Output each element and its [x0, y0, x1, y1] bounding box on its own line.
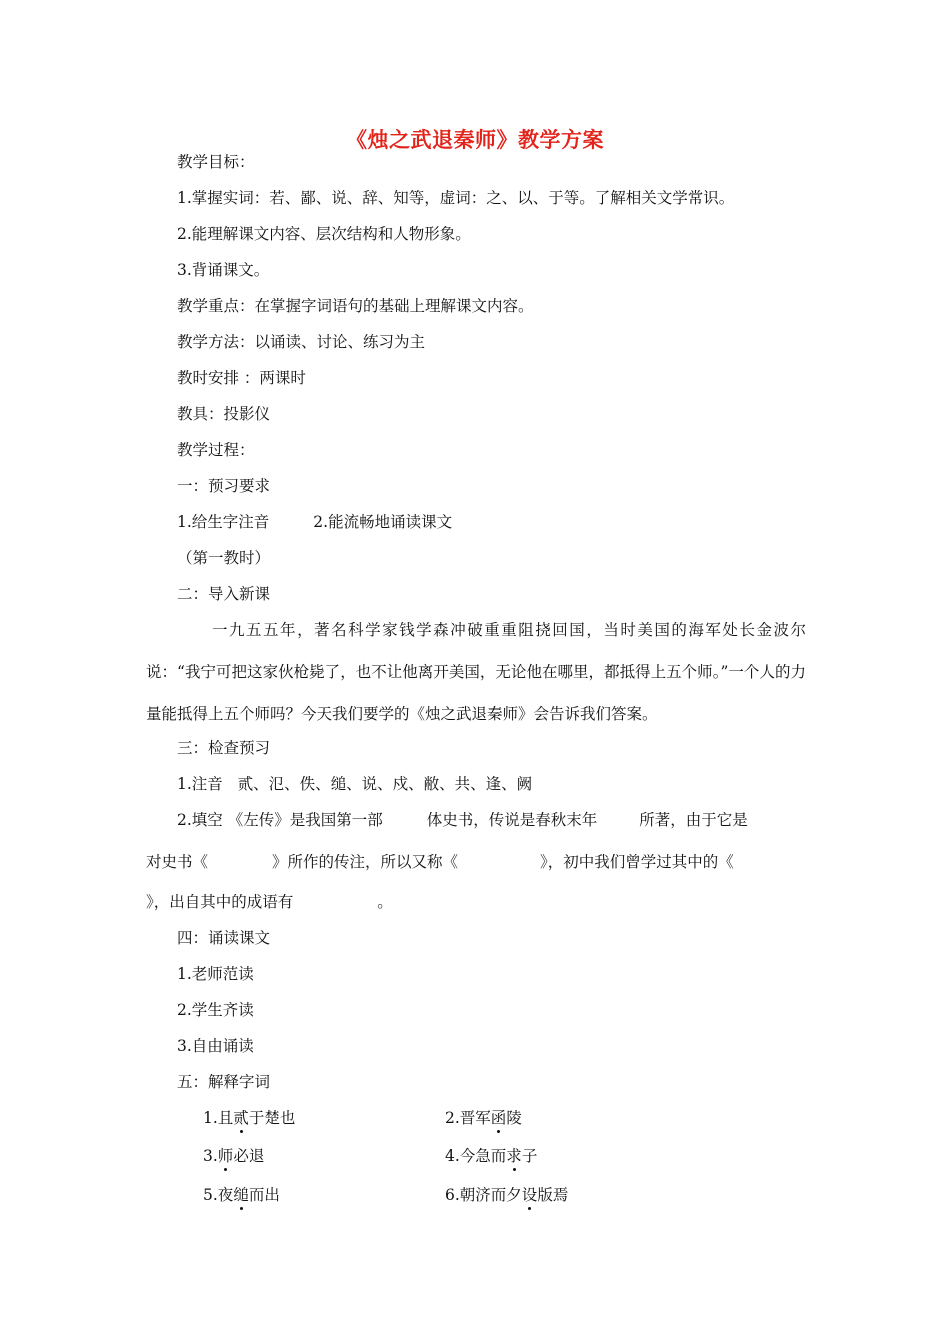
vocab-dotted-char: 函 — [491, 1106, 507, 1128]
objective-1: 1.掌握实词：若、鄙、说、辞、知等，虚词：之、以、于等。了解相关文学常识。 — [177, 189, 735, 207]
reading-step-3: 3.自由诵读 — [177, 1037, 254, 1055]
section-3-heading: 三：检查预习 — [177, 739, 271, 757]
preview-item-2: 2.能流畅地诵读课文 — [313, 513, 453, 531]
section-4-heading: 四：诵读课文 — [177, 929, 271, 947]
vocab-text: 必退 — [233, 1147, 265, 1165]
vocab-text: 陵 — [506, 1109, 522, 1127]
objective-2: 2.能理解课文内容、层次结构和人物形象。 — [177, 225, 471, 243]
section-1-items — [177, 512, 452, 532]
fill-blank-line-2 — [146, 852, 734, 872]
fill-blank-text-7: 》，出自其中的成语有 — [146, 893, 294, 911]
preview-item-1: 1.给生字注音 — [177, 513, 270, 531]
vocab-item-6 — [445, 1183, 568, 1205]
vocab-dotted-char: 缒 — [233, 1183, 249, 1205]
vocab-item-5 — [203, 1183, 280, 1205]
fill-blank-text-8: 。 — [377, 893, 393, 911]
vocab-item-4 — [445, 1144, 537, 1166]
section-1-heading: 一：预习要求 — [177, 477, 271, 495]
vocab-dotted-char: 设 — [522, 1183, 538, 1205]
fill-blank-text-5: 》所作的传注，所以又称《 — [272, 853, 459, 871]
fill-blank-line-3 — [146, 892, 393, 912]
vocab-text: 2.晋军 — [445, 1109, 491, 1127]
fill-blank-text-3: 所著，由于它是 — [639, 811, 748, 829]
fill-blank-text-1: 2.填空 《左传》是我国第一部 — [177, 811, 383, 829]
vocab-item-1 — [203, 1106, 295, 1128]
fill-blank-text-2: 体史书，传说是春秋末年 — [426, 811, 598, 829]
objective-3: 3.背诵课文。 — [177, 261, 270, 279]
vocab-text: 4.今急而 — [445, 1147, 507, 1165]
vocab-dotted-char: 求 — [506, 1144, 522, 1166]
vocab-dotted-char: 师 — [218, 1144, 234, 1166]
document-title: 《烛之武退秦师》教学方案 — [346, 128, 604, 152]
schedule: 教时安排 ：两课时 — [177, 369, 306, 387]
reading-step-2: 2.学生齐读 — [177, 1001, 254, 1019]
vocab-dotted-char: 贰 — [233, 1106, 249, 1128]
fill-blank-text-6: 》，初中我们曾学过其中的《 — [540, 853, 734, 871]
teaching-tools: 教具：投影仪 — [177, 405, 271, 423]
vocab-text: 于楚也 — [248, 1109, 296, 1127]
teaching-focus: 教学重点：在掌握字词语句的基础上理解课文内容。 — [177, 297, 534, 315]
reading-step-1: 1.老师范读 — [177, 965, 254, 983]
teaching-method: 教学方法：以诵读、讨论、练习为主 — [177, 333, 426, 351]
process-heading: 教学过程： — [177, 441, 255, 459]
vocab-item-2 — [445, 1106, 522, 1128]
vocab-text: 6.朝济而夕 — [445, 1186, 522, 1204]
vocab-text: 而出 — [248, 1186, 280, 1204]
objectives-heading: 教学目标： — [177, 153, 255, 171]
section-2-heading: 二：导入新课 — [177, 585, 271, 603]
vocab-text: 版焉 — [537, 1186, 569, 1204]
vocab-text: 子 — [521, 1147, 538, 1165]
vocab-text: 1.且 — [203, 1109, 234, 1127]
intro-paragraph: 一九五五年，著名科学家钱学森冲破重重阻挠回国，当时美国的海军处长金波尔说：“我宁可把这家伙枪毙了，也不让他离开美国，无论他在哪里，都抵得上五个师。”一个人的力量能抵得上五个师吗？今天我们要学的《烛之武退秦师》会告诉我们答案。 — [146, 621, 806, 723]
pinyin-task: 1.注音 贰、氾、佚、缒、说、戍、敝、共、逢、阙 — [177, 775, 533, 793]
vocab-item-3 — [203, 1144, 264, 1166]
vocab-text: 5.夜 — [203, 1186, 234, 1204]
period-label: （第一教时） — [177, 549, 271, 567]
vocab-text: 3. — [203, 1147, 218, 1165]
fill-blank-text-4: 对史书《 — [146, 853, 209, 871]
fill-blank-line-1 — [177, 810, 748, 830]
section-5-heading: 五：解释字词 — [177, 1073, 271, 1091]
